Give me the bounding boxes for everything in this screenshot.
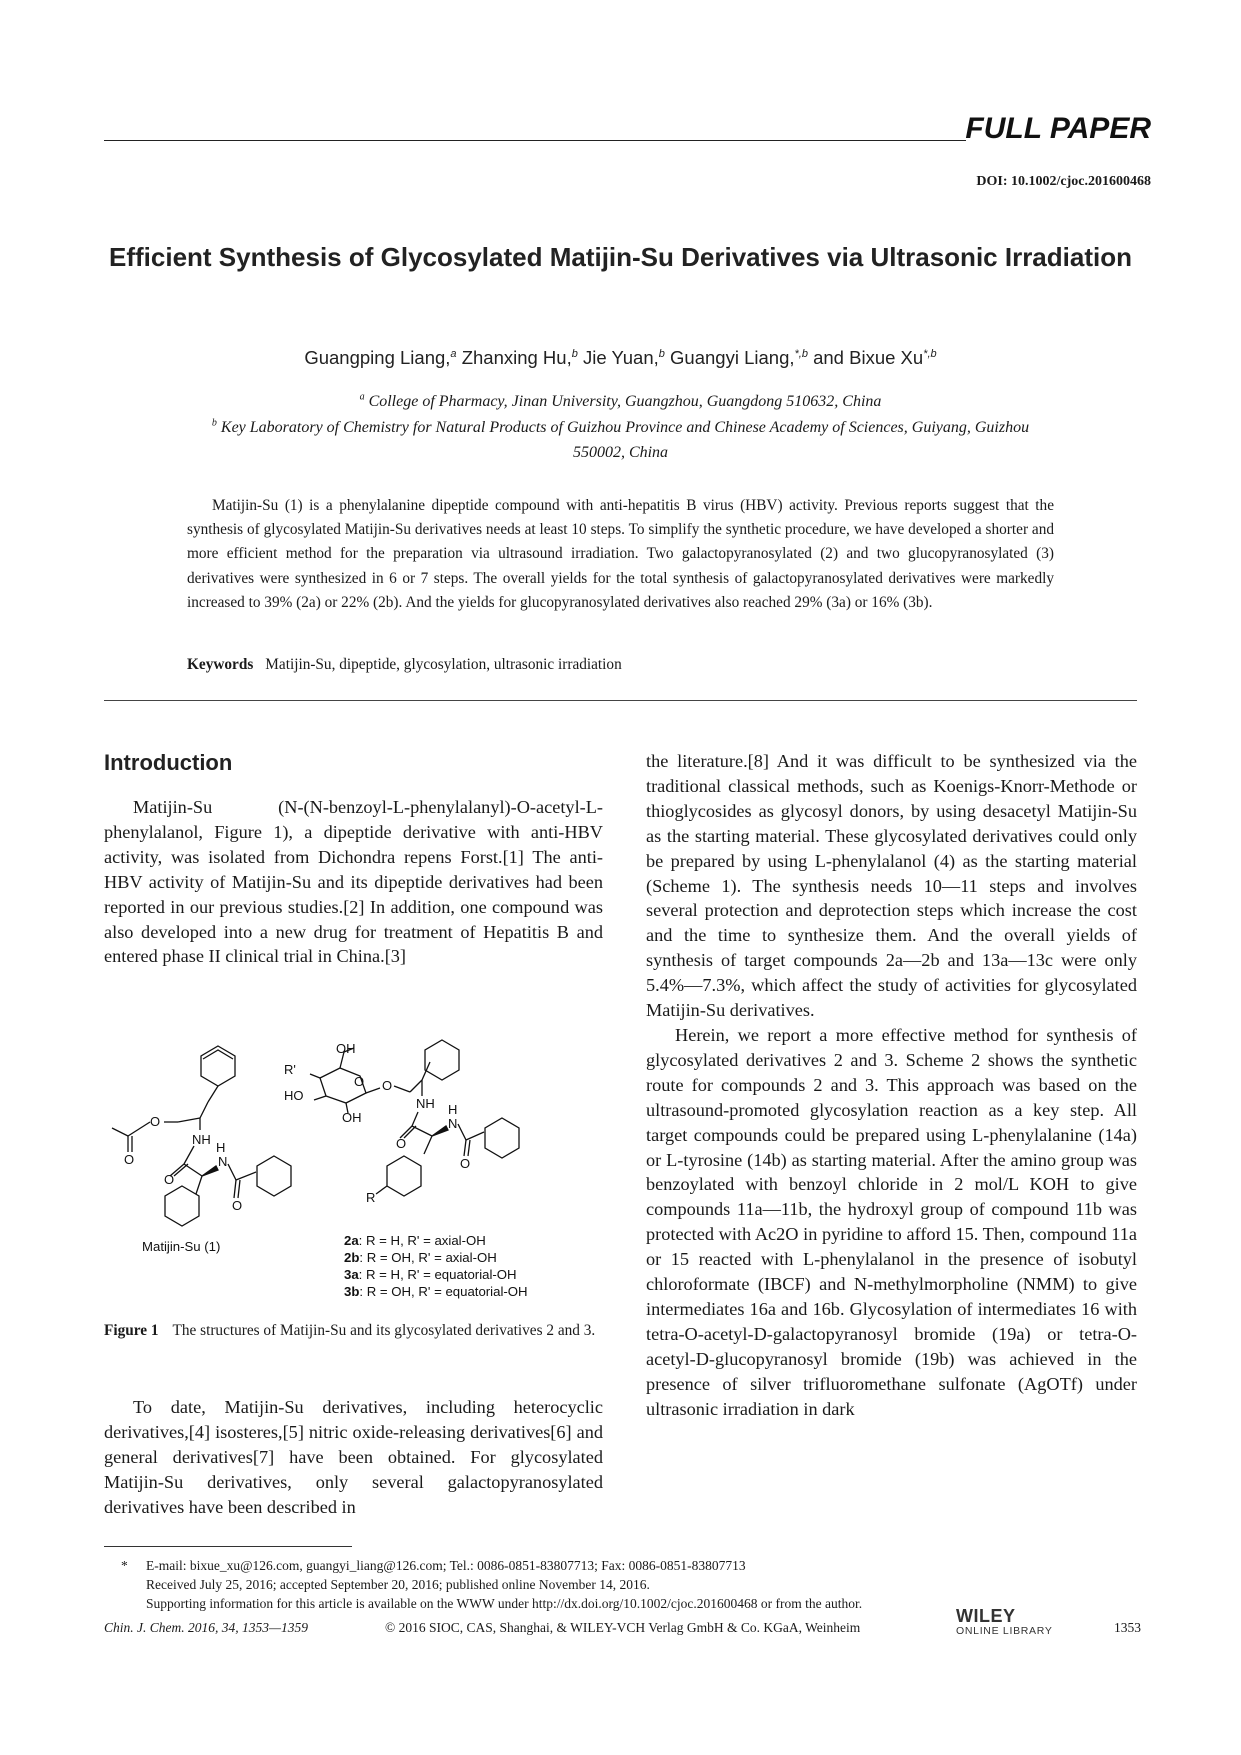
copyright: © 2016 SIOC, CAS, Shanghai, & WILEY-VCH Verlag GmbH & Co. KGaA, Weinheim bbox=[385, 1620, 861, 1635]
figure-1 bbox=[104, 1038, 603, 1303]
footnote-dates: Received July 25, 2016; accepted September 20, 2016; published online November 14, 2016. bbox=[146, 1577, 650, 1592]
intro-column-left-bottom bbox=[104, 1395, 603, 1520]
atom-label: O bbox=[232, 1198, 243, 1213]
section-label: FULL PAPER bbox=[965, 112, 1151, 145]
chemical-structures bbox=[104, 1038, 603, 1228]
atom-label: NH bbox=[192, 1132, 211, 1147]
affiliations bbox=[104, 389, 1137, 466]
atom-label: O bbox=[164, 1172, 175, 1187]
atom-label: O bbox=[460, 1156, 471, 1171]
atom-label: N bbox=[218, 1154, 228, 1169]
doi[interactable]: DOI: 10.1002/cjoc.201600468 bbox=[976, 174, 1151, 189]
atom-label: O bbox=[396, 1136, 407, 1151]
matijin-su-atom-labels bbox=[124, 1114, 242, 1213]
author-list bbox=[104, 347, 1137, 369]
abstract: Matijin-Su (1) is a phenylalanine dipeptide compound with anti-hepatitis B virus (HBV) activity. Previous reports suggest that the synthesis of glycosylated Matijin-Su derivatives needs at least 10 steps. To simplify the synthetic procedure, we have developed a shorter and more efficient method for the preparation via ultrasound irradiation. Two galactopyranosylated (2) and two glucopyranosylated (3) derivatives were synthesized in 6 or 7 steps. The overall yields for the total synthesis of galactopyranosylated derivatives were markedly increased to 39% (2a) or 22% (2b). And the yields for glucopyranosylated derivatives also reached 29% (3a) or 16% (3b). bbox=[187, 497, 1054, 611]
author[interactable]: and Bixue $Xu^{*,b}$ bbox=[813, 347, 937, 368]
atom-label: OH bbox=[342, 1110, 362, 1125]
keywords-text: Matijin-Su, dipeptide, glycosylation, ultrasonic irradiation bbox=[265, 656, 622, 673]
section-heading-introduction: Introduction bbox=[104, 750, 233, 775]
atom-label: O bbox=[354, 1074, 365, 1089]
footnote-email[interactable]: E-mail: bixue_xu@126.com, guangyi_liang@126.com; Tel.: 0086-0851-83807713; Fax: 0086-0851-83807713 bbox=[146, 1558, 746, 1573]
atom-label: N bbox=[448, 1116, 458, 1131]
footnote bbox=[121, 1556, 1121, 1613]
keywords-label: Keywords bbox=[187, 656, 254, 673]
affiliation-b: $^b$ Key Laboratory of Chemistry for Natural Products of Guizhou Province and Chinese Academy of Sciences, Guiyang, Guizhou 550002, China bbox=[211, 417, 1030, 461]
intro-paragraph-2: To date, Matijin-Su derivatives, including heterocyclic derivatives,[4] isosteres,[5] nitric oxide-releasing derivatives[6] and general derivatives[7] have been obtained. For glycosylated Matijin-Su derivatives, only several galactopyranosylated derivatives have been described in bbox=[104, 1397, 603, 1517]
legend-item: 3a: R = H, R' = equatorial-OH bbox=[344, 1267, 517, 1282]
wiley-logo[interactable] bbox=[956, 1606, 1053, 1637]
atom-label: OH bbox=[336, 1041, 356, 1056]
author[interactable]: Guangyi Liang,$^{*,b}$ bbox=[670, 347, 808, 368]
compound-legend bbox=[344, 1232, 528, 1300]
journal-citation: Chin. J. Chem. 2016, 34, 1353—1359 bbox=[104, 1620, 308, 1635]
compound-1-label: Matijin-Su (1) bbox=[142, 1239, 221, 1254]
atom-label: NH bbox=[416, 1096, 435, 1111]
atom-label: O bbox=[150, 1114, 161, 1129]
affiliation-a: $^a$ College of Pharmacy, Jinan University, Guangzhou, Guangdong 510632, China bbox=[359, 391, 882, 410]
author[interactable]: Jie Yuan,$^b$ bbox=[583, 347, 665, 368]
intro-column-left-top bbox=[104, 795, 603, 969]
atom-label: O bbox=[124, 1152, 135, 1167]
footnote-supporting-info[interactable]: Supporting information for this article is available on the WWW under http://dx.doi.org/10.1002/cjoc.201600468 or from the author. bbox=[146, 1596, 863, 1611]
header-rule bbox=[104, 140, 966, 141]
footnote-marker: * bbox=[121, 1558, 128, 1573]
keywords bbox=[187, 656, 622, 674]
atom-label: R' bbox=[284, 1062, 296, 1077]
intro-paragraph-4: Herein, we report a more effective method for synthesis of glycosylated derivatives 2 and 3. Scheme 2 shows the synthetic route for compounds 2 and 3. This approach was based on the ultrasound-promoted glycosylation reaction as a key step. All target compounds could be prepared using L-phenylalanine (14a) or L-tyrosine (14b) as starting material. After the amino group was benzoylated with benzoyl chloride in 2 mol/L KOH to give compounds 11a—11b, the hydroxyl group of compound 11b was protected with Ac2O in pyridine to afford 15. Then, compound 11a or 15 reacted with L-phenylalanol in the presence of isobutyl chloroformate (IBCF) and N-methylmorpholine (NMM) to give intermediates 16a and 16b. Glycosylation of intermediates 16 with tetra-O-acetyl-D-galactopyranosyl bromide (19a) or tetra-O-acetyl-D-glucopyranosyl bromide (19b) was achieved in the presence of silver trifluoromethane sulfonate (AgOTf) under ultrasonic irradiation in dark bbox=[646, 1024, 1137, 1419]
atom-label: O bbox=[382, 1078, 393, 1093]
figure-caption bbox=[104, 1319, 603, 1344]
legend-item: 2b: R = OH, R' = axial-OH bbox=[344, 1250, 497, 1265]
author[interactable]: Guangping Liang,$^a$ bbox=[304, 347, 457, 368]
atom-label: R bbox=[366, 1190, 376, 1205]
atom-label: H bbox=[448, 1102, 458, 1117]
abstract-divider bbox=[104, 700, 1137, 701]
figure-caption-text: The structures of Matijin-Su and its glycosylated derivatives 2 and 3. bbox=[172, 1322, 596, 1339]
derivative-atom-labels bbox=[284, 1041, 470, 1205]
author[interactable]: Zhanxing Hu,$^b$ bbox=[461, 347, 578, 368]
wiley-logo-text: WILEY bbox=[956, 1606, 1016, 1626]
atom-label: H bbox=[216, 1140, 226, 1155]
page-number: 1353 bbox=[1114, 1620, 1141, 1635]
intro-paragraph-3: the literature.[8] And it was difficult to be synthesized via the traditional classical methods, such as Koenigs-Knorr-Methode or thioglycosides as glycosyl donors, by using desacetyl Matijin-Su as the starting material. These glycosylated derivatives could only be prepared by using L-phenylalanol (4) as the starting material (Scheme 1). The synthesis needs 10—11 steps and involves several protection and deprotection steps which increase the cost and the time to synthesize them. And the overall yields of synthesis of target compounds 2a—2b and 13a—13c were only 5.4%—7.3%, which affect the study of activities for glycosylated Matijin-Su derivatives. bbox=[646, 751, 1137, 1021]
figure-caption-label: Figure 1 bbox=[104, 1322, 159, 1339]
legend-item: 2a: R = H, R' = axial-OH bbox=[344, 1233, 486, 1248]
legend-item: 3b: R = OH, R' = equatorial-OH bbox=[344, 1284, 528, 1299]
footnote-divider bbox=[104, 1546, 352, 1547]
intro-paragraph-1: Matijin-Su (N-(N-benzoyl-L-phenylalanyl)-O-acetyl-L-phenylalanol, Figure 1), a dipeptide derivative with anti-HBV activity, was isolated from Dichondra repens Forst.[1] The anti-HBV activity of Matijin-Su and its dipeptide derivatives had been reported in our previous studies.[2] In addition, one compound was also developed into a new drug for treatment of Hepatitis B and entered phase II clinical trial in China.[3] bbox=[104, 797, 603, 967]
intro-column-right bbox=[646, 749, 1137, 1421]
wiley-logo-subtext: ONLINE LIBRARY bbox=[956, 1625, 1053, 1637]
atom-label: HO bbox=[284, 1088, 304, 1103]
article-title: Efficient Synthesis of Glycosylated Matijin-Su Derivatives via Ultrasonic Irradiation bbox=[109, 242, 1132, 272]
